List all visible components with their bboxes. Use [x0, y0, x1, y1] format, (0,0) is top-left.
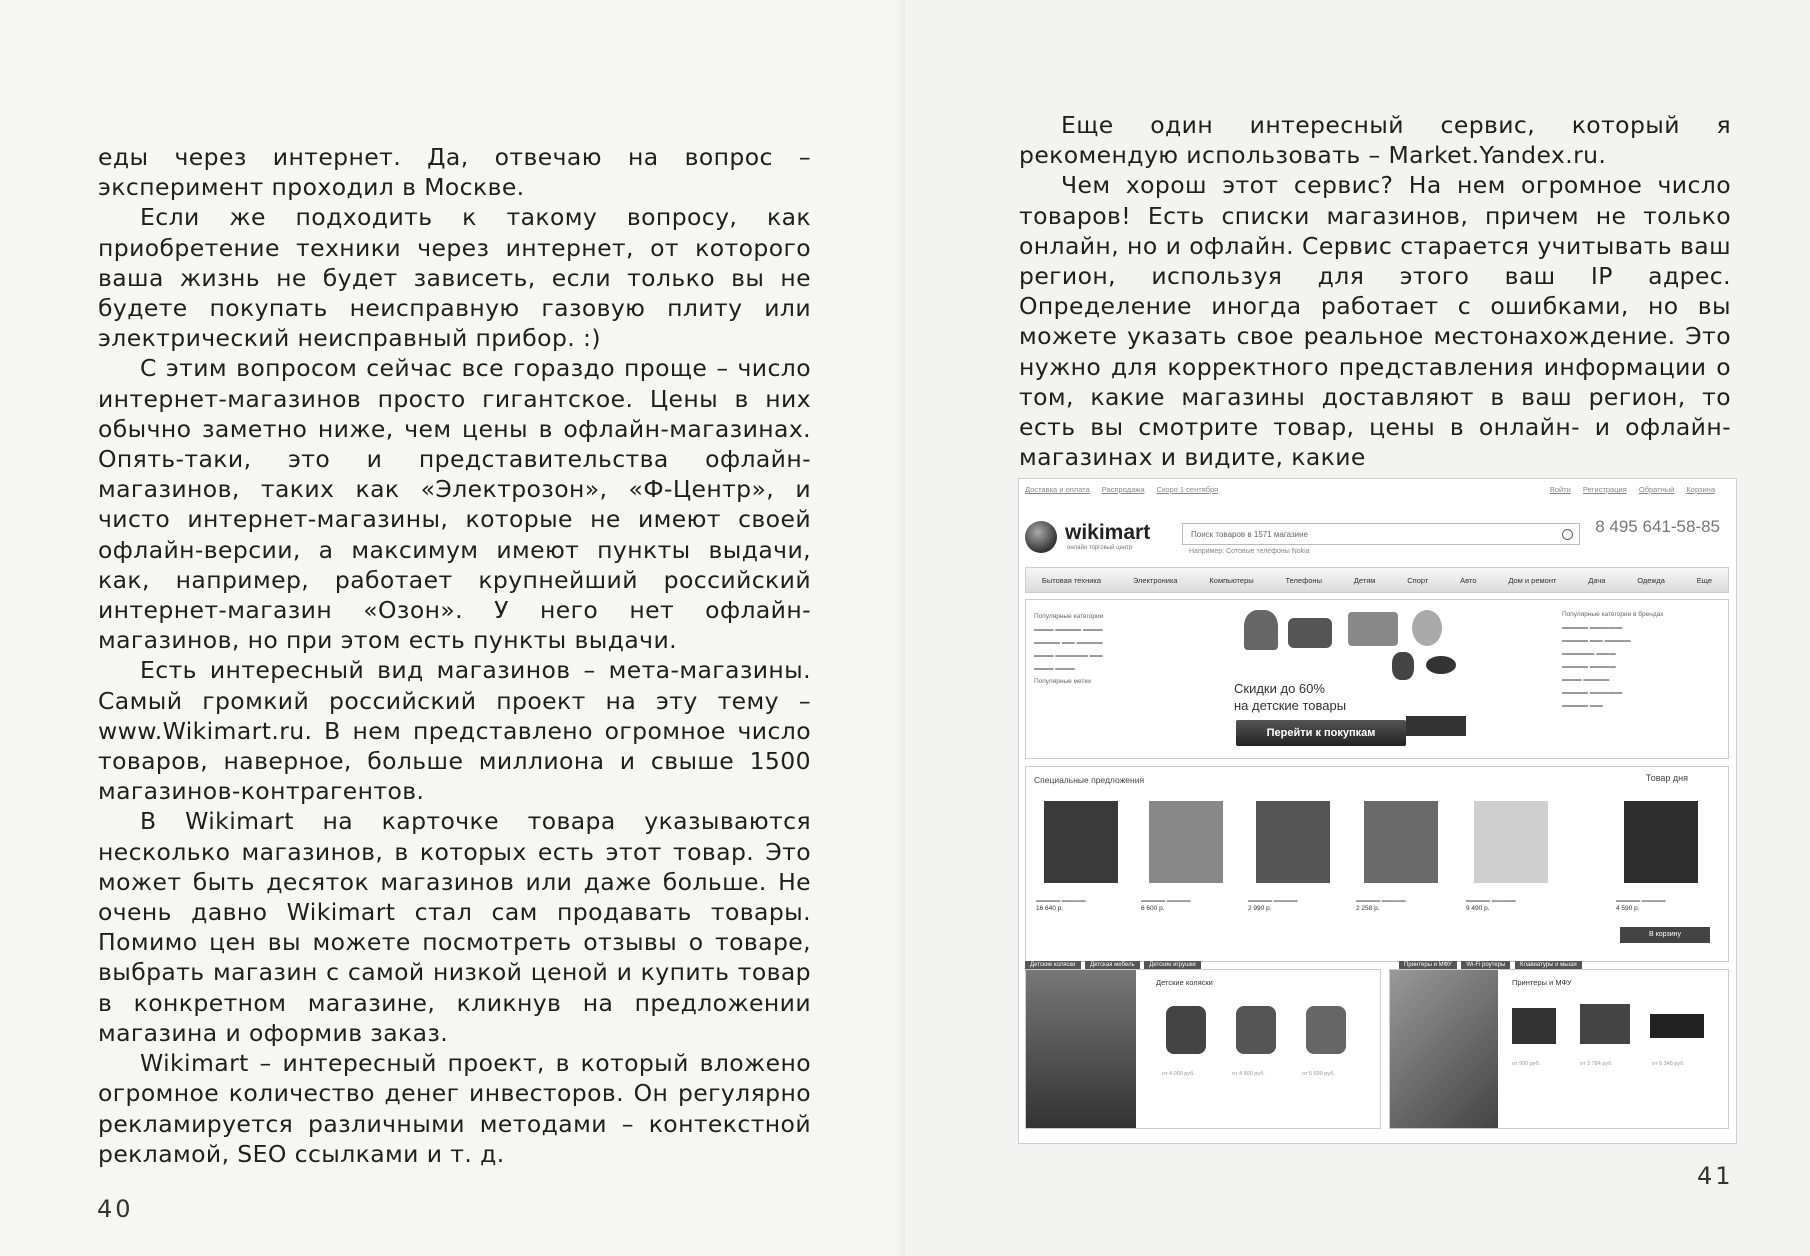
stroller-price: от 5 699 руб.: [1302, 1071, 1335, 1077]
product-image: [1624, 801, 1698, 883]
wikimart-screenshot-figure: [1018, 478, 1737, 1144]
strollers-box: [1025, 969, 1381, 1129]
topbar-link: Корзина: [1686, 485, 1715, 494]
figure-nav-bar: [1025, 567, 1729, 593]
topbar-link: Скоро 1 сентября: [1156, 485, 1219, 494]
special-offers: [1025, 766, 1729, 962]
nav-item: Бытовая техника: [1041, 575, 1102, 585]
stroller-image: [1166, 1006, 1206, 1054]
toy-stacker: [1392, 652, 1414, 680]
toy-train: [1406, 716, 1466, 736]
product-price: 4 590 р.: [1616, 905, 1640, 912]
product-image: [1474, 801, 1548, 883]
product-image: [1364, 801, 1438, 883]
promo-line: Скидки до 60%: [1234, 681, 1325, 696]
product-price: 6 600 р.: [1141, 905, 1165, 912]
product-name: ▬▬▬▬ ▬▬▬▬: [1036, 898, 1086, 904]
topbar-link: Обратный: [1638, 485, 1675, 494]
paragraph: еды через интернет. Да, отвечаю на вопрос – эксперимент проходил в Москве.: [98, 143, 811, 202]
product-price: 2 990 р.: [1248, 905, 1272, 912]
popular-categories-title: Популярные категории: [1034, 613, 1104, 620]
category-tab: Детская мебель: [1085, 961, 1139, 969]
category-tab: Клавиатуры и мыши: [1515, 961, 1582, 969]
toy-truck: [1348, 612, 1398, 646]
stroller-image: [1236, 1006, 1276, 1054]
wikimart-logo: [1025, 517, 1165, 557]
stroller-price: от 4 500 руб.: [1232, 1071, 1265, 1077]
nav-item: Дача: [1588, 575, 1606, 585]
box-title: Детские коляски: [1156, 978, 1213, 987]
nav-item: Телефоны: [1285, 575, 1322, 585]
nav-item: Спорт: [1407, 575, 1429, 585]
toy-rubber-duck: [1412, 610, 1442, 646]
product-price: 16 640 р.: [1036, 905, 1064, 912]
paragraph: Wikimart – интересный проект, в который вложено огромное количество денег инвесторов. Он регулярно рекламируется различными методами – контекстной рекламой, SEO ссылками и т. д.: [98, 1049, 811, 1168]
printer-price: от 990 руб.: [1512, 1061, 1541, 1067]
nav-item: Авто: [1460, 575, 1477, 585]
search-placeholder: Поиск товаров в 1571 магазине: [1191, 530, 1308, 539]
stroller-photo: [1026, 970, 1136, 1128]
stroller-image: [1306, 1006, 1346, 1054]
product-card: [1036, 801, 1126, 912]
product-price: 9 490 р.: [1466, 905, 1490, 912]
topbar-link: Войти: [1549, 485, 1571, 494]
printer-image: [1580, 1004, 1630, 1044]
nav-item: Дом и ремонт: [1508, 575, 1557, 585]
right-category-tabs: [1399, 961, 1585, 969]
promo-line: на детские товары: [1234, 698, 1347, 713]
category-tab: Wi-Fi роутеры: [1461, 961, 1510, 969]
product-name: ▬▬▬▬ ▬▬▬▬: [1248, 898, 1298, 904]
stroller-price: от 4 000 руб.: [1162, 1071, 1195, 1077]
toy-duck: [1244, 610, 1278, 650]
topbar-link: Регистрация: [1582, 485, 1627, 494]
deal-of-day-title: Товар дня: [1645, 773, 1688, 783]
figure-search-box: [1182, 523, 1580, 545]
popular-brands: [1562, 608, 1720, 712]
toy-crown: [1426, 656, 1456, 674]
promo-text: [1234, 680, 1346, 714]
toy-pot: [1288, 618, 1332, 648]
placeholder-links: ▬▬▬ ▬▬▬▬ ▬▬▬ ▬▬▬▬ ▬▬ ▬▬▬▬ ▬▬▬ ▬▬▬▬▬ ▬▬ ▬▬▬ ▬▬▬: [1034, 626, 1103, 672]
search-icon: [1562, 529, 1573, 540]
paragraph: С этим вопросом сейчас все гораздо проще – число интернет-магазинов просто гигантское. Цены в них обычно заметно ниже, чем цены в офлайн-магазинах. Опять-таки, это и представительства офлайн-магазинов, таких как «Электрозон», «Ф-Центр», и чисто интернет-магазины, которые не имеют своей офлайн-версии, а максимум имеют пункты выдачи, как, например, работает крупнейший российский интернет-магазин «Озон». У него нет офлайн-магазинов, но при этом есть пункты выдачи.: [98, 354, 811, 655]
figure-promo-banner: [1025, 599, 1729, 759]
category-tab: Детские коляски: [1025, 961, 1081, 969]
right-page-text: [1019, 110, 1731, 472]
product-price: 2 258 р.: [1356, 905, 1380, 912]
left-category-tabs: [1025, 961, 1204, 969]
left-page-text: [98, 142, 811, 1169]
product-name: ▬▬▬▬ ▬▬▬▬: [1466, 898, 1516, 904]
printer-image: [1650, 1014, 1704, 1038]
product-name: ▬▬▬▬ ▬▬▬▬: [1141, 898, 1191, 904]
placeholder-links: ▬▬▬▬ ▬▬▬▬▬ ▬▬▬▬ ▬▬ ▬▬▬▬ ▬▬▬▬▬ ▬▬▬ ▬▬▬▬ ▬▬▬▬ ▬▬▬ ▬▬▬▬ ▬▬▬▬ ▬▬▬▬▬ ▬▬▬▬ ▬▬: [1562, 624, 1631, 709]
special-offers-title: Специальные предложения: [1034, 775, 1145, 785]
printer-image: [1512, 1008, 1556, 1044]
topbar-link: Распродажа: [1101, 485, 1145, 494]
logo-subtitle: онлайн торговый центр: [1067, 545, 1133, 551]
topbar-link: Доставка и оплата: [1025, 485, 1090, 494]
nav-item: Одежда: [1637, 575, 1665, 585]
product-card: [1616, 801, 1706, 912]
product-name: ▬▬▬▬ ▬▬▬▬: [1356, 898, 1406, 904]
product-card: [1141, 801, 1231, 912]
category-tab: Детские игрушки: [1144, 961, 1200, 969]
paragraph: Если же подходить к такому вопросу, как приобретение техники через интернет, от которого ваша жизнь не будет зависеть, если только вы не будете покупать неисправную газовую плиту или электрический неисправный прибор. :): [98, 203, 811, 353]
printer-photo: [1390, 970, 1498, 1128]
paragraph: Чем хорош этот сервис? На нем огромное число товаров! Есть списки магазинов, причем не только онлайн, но и офлайн. Сервис старается учитывать ваш регион, используя для этого ваш IP адрес. Определение иногда работает с ошибками, но вы можете указать свое реальное местонахождение. Это нужно для корректного представления информации о том, какие магазины доставляют в ваш регион, то есть вы смотрите товар, цены в онлайн- и офлайн-магазинах и видите, какие: [1019, 171, 1731, 472]
printer-price: от 6 348 руб.: [1652, 1061, 1685, 1067]
product-image: [1044, 801, 1118, 883]
add-to-cart-button: В корзину: [1620, 927, 1710, 943]
phone-number: 8 495 641-58-85: [1595, 517, 1720, 536]
nav-item: Еще: [1696, 575, 1713, 585]
nav-item: Компьютеры: [1209, 575, 1254, 585]
nav-item: Детям: [1353, 575, 1376, 585]
printers-box: [1389, 969, 1729, 1129]
printer-price: от 3 784 руб.: [1580, 1061, 1613, 1067]
nav-item: Электроника: [1132, 575, 1178, 585]
product-image: [1256, 801, 1330, 883]
paragraph: В Wikimart на карточке товара указываются несколько магазинов, в которых есть этот товар. Это может быть десяток магазинов или даже больше. Не очень давно Wikimart стал сам продавать товары. Помимо цен вы можете посмотреть отзывы о товаре, выбрать магазин с самой низкой ценой и купить товар в конкретном магазине, кликнув на предложении магазина и оформив заказ.: [98, 807, 811, 1047]
product-image: [1149, 801, 1223, 883]
promo-button: Перейти к покупкам: [1236, 720, 1406, 746]
popular-brands-title: Популярные категории в брендах: [1562, 611, 1664, 618]
page-number-left: 40: [97, 1195, 134, 1223]
popular-tags-title: Популярные метки: [1034, 678, 1091, 685]
search-hint: Например: Сотовые телефоны Nokia: [1189, 548, 1310, 555]
category-tab: Принтеры и МФУ: [1399, 961, 1457, 969]
figure-topbar: [1025, 485, 1725, 501]
paragraph: Еще один интересный сервис, который я рекомендую использовать – Market.Yandex.ru.: [1019, 111, 1731, 170]
box-title: Принтеры и МФУ: [1512, 978, 1572, 987]
product-card: [1466, 801, 1556, 912]
paragraph: Есть интересный вид магазинов – мета-магазины. Самый громкий российский проект на эту тему – www.Wikimart.ru. В нем представлено огромное число товаров, наверное, больше миллиона и свыше 1500 магазинов-контрагентов.: [98, 656, 811, 806]
product-card: [1248, 801, 1338, 912]
page-number-right: 41: [1697, 1162, 1734, 1190]
product-card: [1356, 801, 1446, 912]
globe-icon: [1025, 521, 1057, 553]
logo-text: wikimart: [1065, 521, 1151, 544]
popular-categories: [1034, 610, 1189, 688]
product-name: ▬▬▬▬ ▬▬▬▬: [1616, 898, 1666, 904]
